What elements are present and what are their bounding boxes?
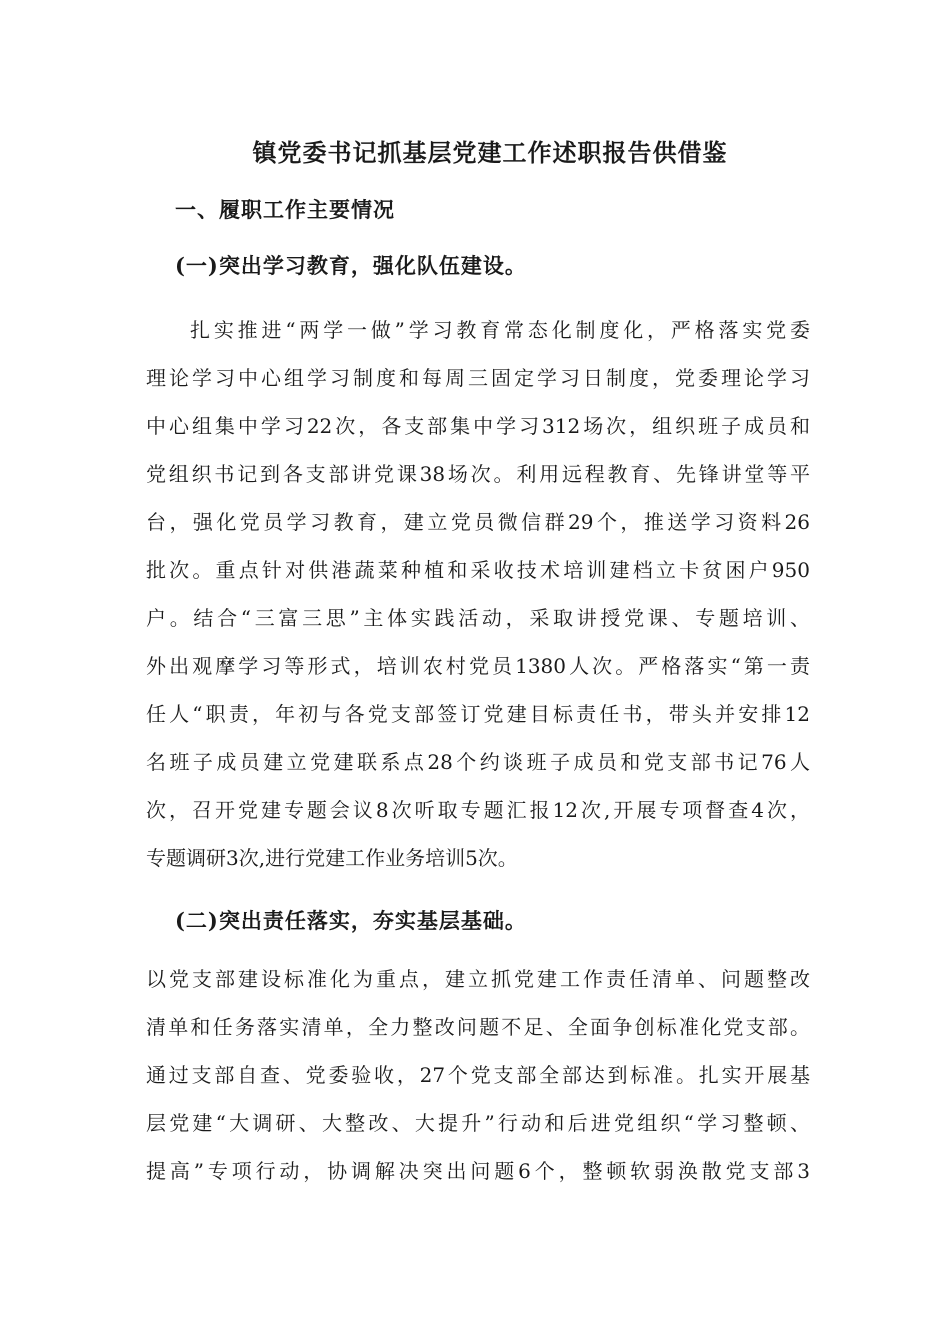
paragraph-line: 名班子成员建立党建联系点28个约谈班子成员和党支部书记76人 xyxy=(146,750,810,774)
paragraph-line: 专题调研3次,进行党建工作业务培训5次。 xyxy=(146,846,518,870)
paragraph-line: 以党支部建设标准化为重点，建立抓党建工作责任清单、问题整改 xyxy=(146,967,810,991)
paragraph-line: 外出观摩学习等形式，培训农村党员1380人次。严格落实“第一责 xyxy=(146,654,810,678)
subsection-heading-2: (二)突出责任落实，夯实基层基础。 xyxy=(175,908,527,933)
paragraph-1 xyxy=(146,306,810,882)
subsection-heading-1: (一)突出学习教育，强化队伍建设。 xyxy=(175,253,527,278)
paragraph-line: 台，强化党员学习教育，建立党员微信群29个，推送学习资料26 xyxy=(146,510,810,534)
paragraph-line: 通过支部自查、党委验收，27个党支部全部达到标准。扎实开展基 xyxy=(146,1063,810,1087)
section-heading-1: 一、履职工作主要情况 xyxy=(175,197,395,222)
paragraph-line: 党组织书记到各支部讲党课38场次。利用远程教育、先锋讲堂等平 xyxy=(146,462,810,486)
paragraph-line: 户。结合“三富三思”主体实践活动，采取讲授党课、专题培训、 xyxy=(146,606,810,630)
paragraph-line: 提高”专项行动，协调解决突出问题6个，整顿软弱涣散党支部3 xyxy=(146,1159,810,1183)
paragraph-line: 扎实推进“两学一做”学习教育常态化制度化，严格落实党委 xyxy=(190,318,810,342)
paragraph-line: 任人“职责，年初与各党支部签订党建目标责任书，带头并安排12 xyxy=(146,702,810,726)
document-title: 镇党委书记抓基层党建工作述职报告供借鉴 xyxy=(252,138,728,167)
paragraph-line: 中心组集中学习22次，各支部集中学习312场次，组织班子成员和 xyxy=(146,414,810,438)
paragraph-line: 批次。重点针对供港蔬菜种植和采收技术培训建档立卡贫困户950 xyxy=(146,558,810,582)
paragraph-line: 清单和任务落实清单，全力整改问题不足、全面争创标准化党支部。 xyxy=(146,1015,810,1039)
paragraph-line: 层党建“大调研、大整改、大提升”行动和后进党组织“学习整顿、 xyxy=(146,1111,810,1135)
paragraph-line: 次，召开党建专题会议8次听取专题汇报12次,开展专项督查4次， xyxy=(146,798,810,822)
paragraph-line: 理论学习中心组学习制度和每周三固定学习日制度，党委理论学习 xyxy=(146,366,810,390)
paragraph-2 xyxy=(146,955,810,1195)
